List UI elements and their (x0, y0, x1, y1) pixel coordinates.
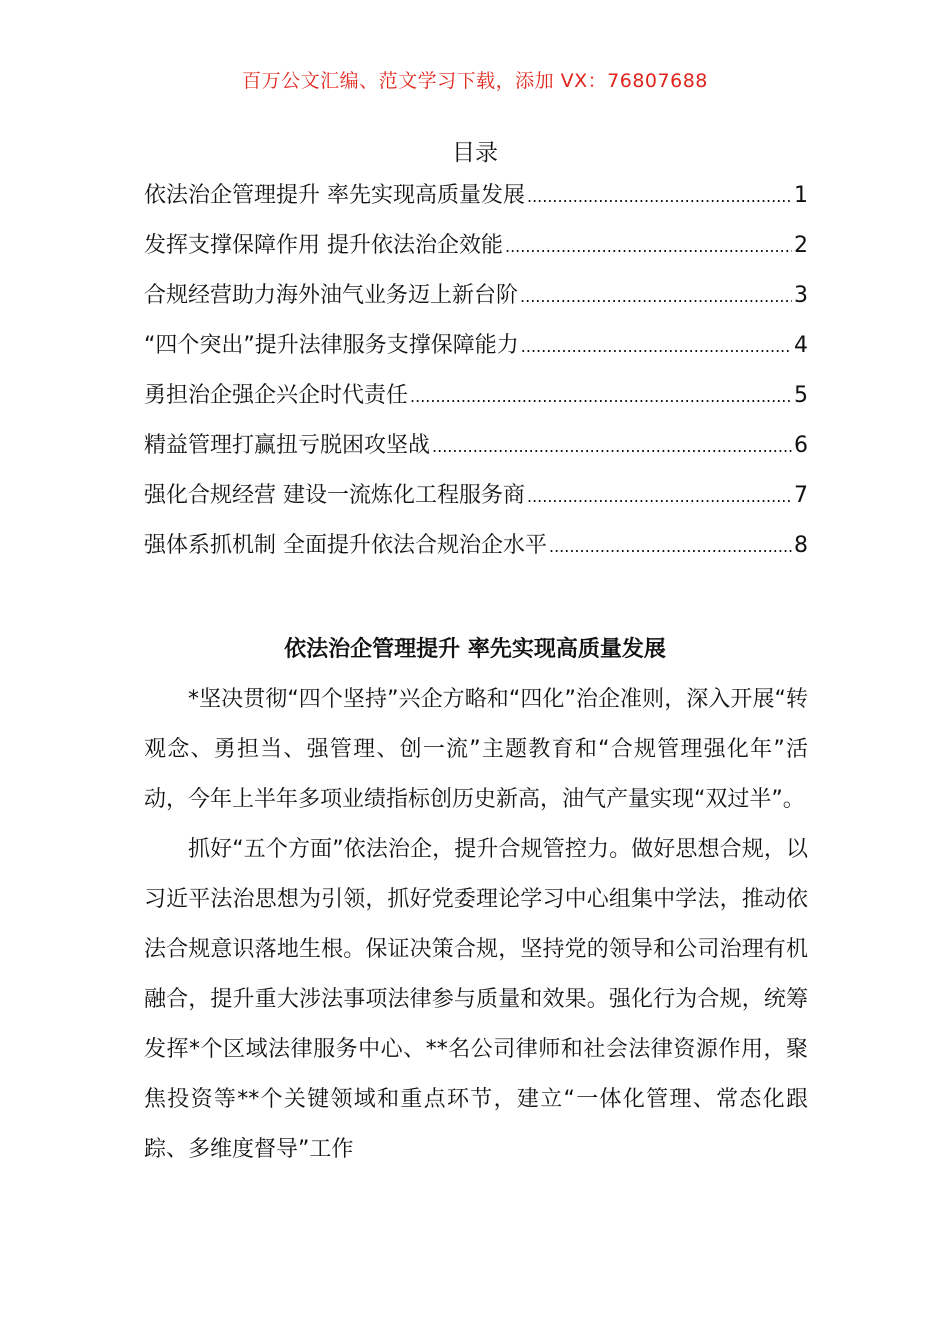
toc-title: 目录 (452, 140, 498, 166)
toc-entry-page: 3 (794, 283, 808, 308)
table-of-contents (144, 178, 808, 578)
toc-entry-text: 精益管理打赢扭亏脱困攻坚战 (144, 433, 431, 458)
article-body (144, 675, 808, 1175)
toc-entry-page: 4 (794, 333, 808, 358)
toc-entry[interactable] (144, 528, 808, 578)
toc-leader-dots (527, 483, 792, 508)
toc-leader-dots (549, 533, 792, 558)
toc-entry-text: 合规经营助力海外油气业务迈上新台阶 (144, 283, 519, 308)
toc-leader-dots (527, 183, 792, 208)
toc-entry-page: 7 (794, 483, 808, 508)
toc-entry-text: 勇担治企强企兴企时代责任 (144, 383, 409, 408)
toc-entry[interactable] (144, 428, 808, 478)
toc-leader-dots (410, 383, 792, 408)
toc-leader-dots (520, 283, 792, 308)
toc-leader-dots (505, 233, 792, 258)
article-paragraph: 抓好“五个方面”依法治企，提升合规管控力。做好思想合规，以习近平法治思想为引领，抓好党委理论学习中心组集中学法，推动依法合规意识落地生根。保证决策合规，坚持党的领导和公司治理有机融合，提升重大涉法事项法律参与质量和效果。强化行为合规，统筹发挥*个区域法律服务中心、**名公司律师和社会法律资源作用，聚焦投资等**个关键领域和重点环节，建立“一体化管理、常态化跟踪、多维度督导”工作 (144, 837, 808, 1162)
toc-entry-text: 强体系抓机制 全面提升依法合规治企水平 (144, 533, 547, 558)
toc-entry[interactable] (144, 478, 808, 528)
toc-entry-page: 6 (794, 433, 808, 458)
toc-entry[interactable] (144, 328, 808, 378)
toc-entry-text: 发挥支撑保障作用 提升依法治企效能 (144, 233, 503, 258)
toc-leader-dots (521, 333, 792, 358)
toc-entry-page: 5 (794, 383, 808, 408)
toc-entry[interactable] (144, 378, 808, 428)
toc-leader-dots (432, 433, 792, 458)
toc-entry-text: 强化合规经营 建设一流炼化工程服务商 (144, 483, 525, 508)
toc-entry[interactable] (144, 278, 808, 328)
toc-entry-page: 1 (794, 183, 808, 208)
article-paragraph: *坚决贯彻“四个坚持”兴企方略和“四化”治企准则，深入开展“转观念、勇担当、强管理、创一流”主题教育和“合规管理强化年”活动，今年上半年多项业绩指标创历史新高，油气产量实现“双过半”。 (144, 687, 808, 812)
toc-entry-page: 2 (794, 233, 808, 258)
toc-entry-text: “四个突出”提升法律服务支撑保障能力 (144, 333, 519, 358)
toc-entry[interactable] (144, 228, 808, 278)
article-title: 依法治企管理提升 率先实现高质量发展 (284, 637, 666, 662)
toc-entry[interactable] (144, 178, 808, 228)
toc-entry-page: 8 (794, 533, 808, 558)
watermark-header-note: 百万公文汇编、范文学习下载，添加 VX：76807688 (242, 70, 708, 92)
toc-entry-text: 依法治企管理提升 率先实现高质量发展 (144, 183, 525, 208)
